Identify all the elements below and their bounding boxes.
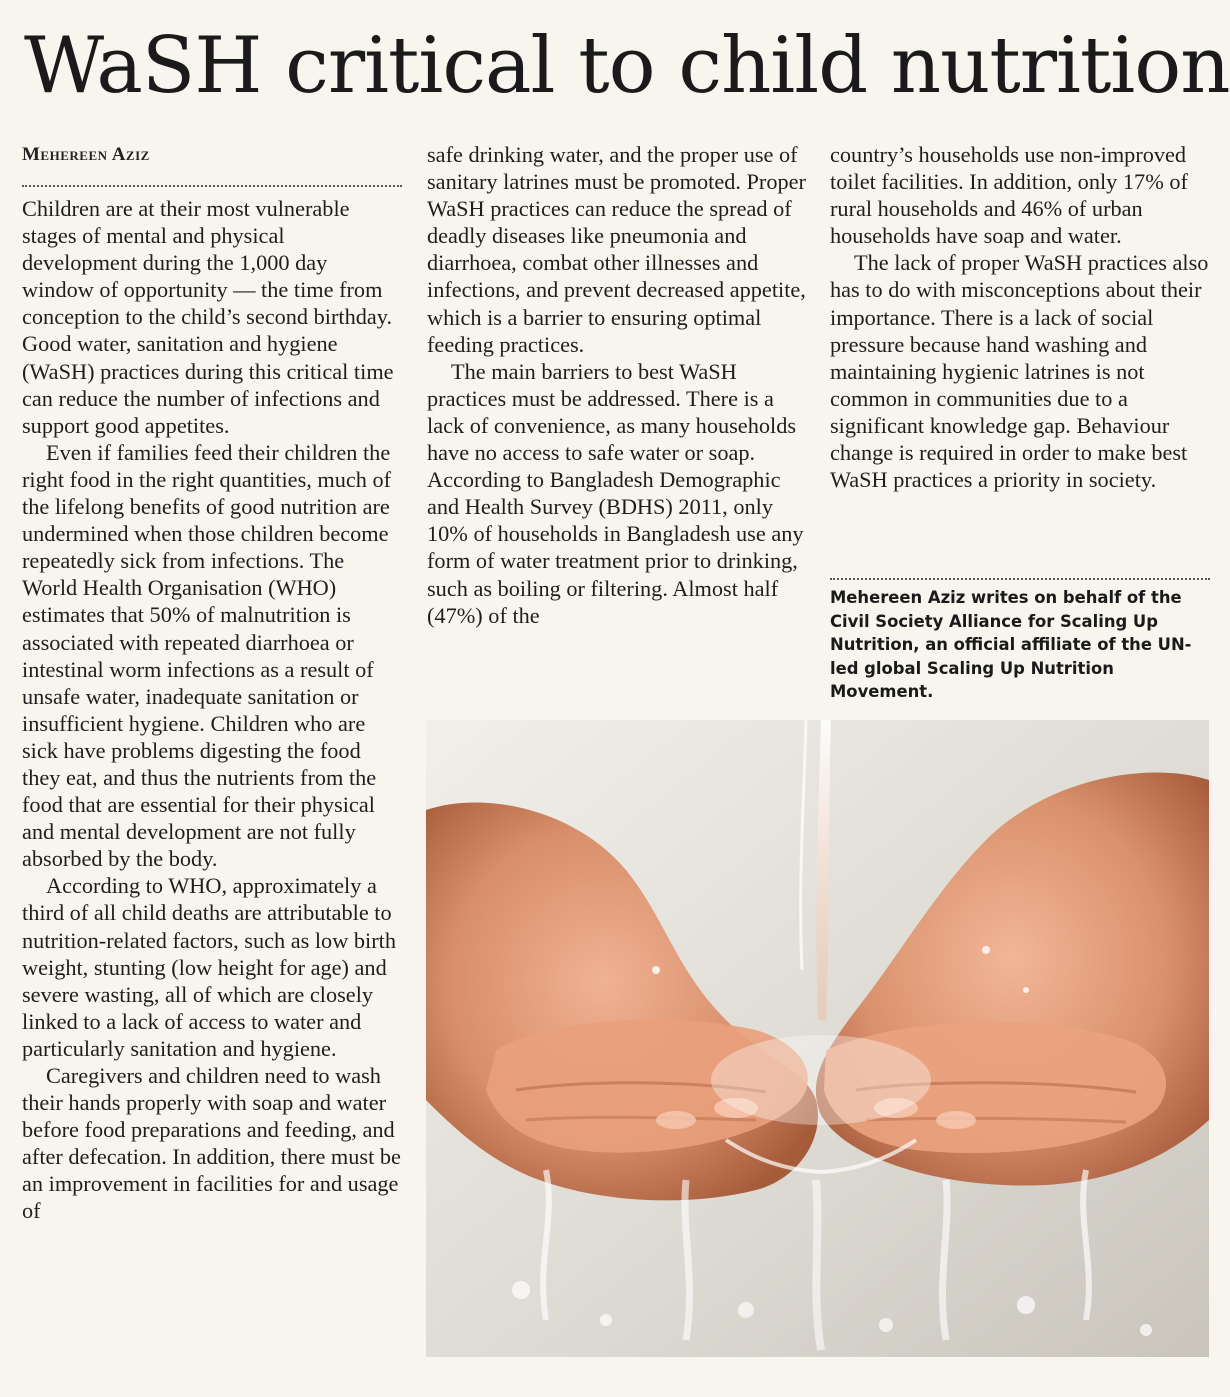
paragraph: Children are at their most vulnerable stages of mental and physical development during the 1,000 day window of opportunity — the time from conception to the child’s second birthday. Good water, sanitation and hygiene (WaSH) practices during this critical time can reduce the number of infections and support good appetites.: [22, 196, 394, 438]
column-1: [22, 195, 404, 1225]
byline: Mehereen Aziz: [22, 144, 150, 165]
hands-photo-illustration: [426, 720, 1209, 1357]
column-2: [427, 141, 809, 629]
paragraph: Even if families feed their children the right food in the right quantities, much of the lifelong benefits of good nutrition are undermined when those children become repeatedly sick from infections. The World Health Organisation (WHO) estimates that 50% of malnutrition is associated with repeated diarrhoea or intestinal worm infections as a result of unsafe water, inadequate sanitation or insufficient hygiene. Children who are sick have problems digesting the food they eat, and thus the nutrients from the food that are essential for their physical and mental development are not fully absorbed by the body.: [22, 439, 392, 872]
byline-divider: [22, 185, 402, 187]
paragraph: country’s households use non-improved toilet facilities. In addition, only 17% of rural households and 46% of urban households have soap and water.: [830, 142, 1188, 249]
paragraph: Caregivers and children need to wash their hands properly with soap and water before food preparations and feeding, and after defecation. In addition, there must be an improvement in facilities for and usage of: [22, 1063, 401, 1224]
author-note: Mehereen Aziz writes on behalf of the Civil Society Alliance for Scaling Up Nutrition, an official affiliate of the UN-led global Scaling Up Nutrition Movement.: [830, 588, 1192, 701]
paragraph: The lack of proper WaSH practices also has to do with misconceptions about their importance. There is a lack of social pressure because hand washing and maintaining hygienic latrines is not common in communities due to a significant knowledge gap. Behaviour change is required in order to make best WaSH practices a priority in society.: [830, 250, 1209, 493]
paragraph: According to WHO, approximately a third of all child deaths are attributable to nutrition-related factors, such as low birth weight, stunting (low height for age) and severe wasting, all of which are closely linked to a lack of access to water and particularly sanitation and hygiene.: [22, 873, 396, 1061]
author-note-divider: [830, 578, 1210, 580]
column-3: [830, 141, 1210, 493]
headline: WaSH critical to child nutrition: [24, 21, 1230, 111]
paragraph: safe drinking water, and the proper use of sanitary latrines must be promoted. Proper WaSH practices can reduce the spread of deadly diseases like pneumonia and diarrhoea, combat other illnesses and infections, and prevent decreased appetite, which is a barrier to ensuring optimal feeding practices.: [427, 142, 806, 357]
paragraph: The main barriers to best WaSH practices must be addressed. There is a lack of convenience, as many households have no access to safe water or soap. According to Bangladesh Demographic and Health Survey (BDHS) 2011, only 10% of households in Bangladesh use any form of water treatment prior to drinking, such as boiling or filtering. Almost half (47%) of the: [427, 358, 804, 628]
cupped-hands-water-photo: [426, 720, 1209, 1357]
